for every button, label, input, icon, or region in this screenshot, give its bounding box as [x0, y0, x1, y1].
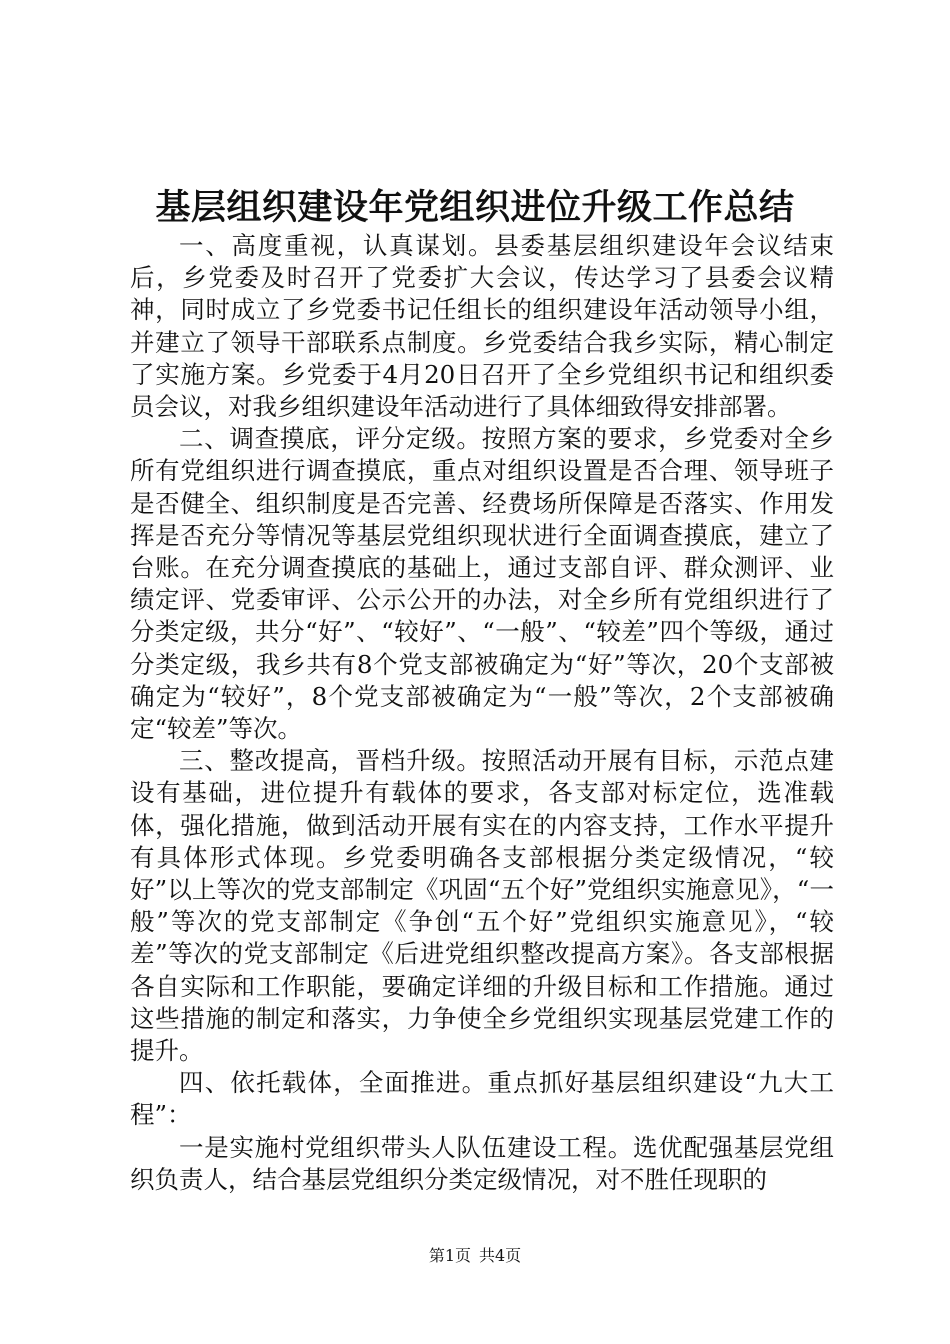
document-title: 基层组织建设年党组织进位升级工作总结 — [155, 187, 795, 228]
document-body — [130, 230, 834, 1196]
page-total: 共4页 — [479, 1246, 522, 1265]
paragraph-3: 三、整改提高，晋档升级。按照活动开展有目标，示范点建设有基础，进位提升有载体的要求，各支部对标定位，选准载体，强化措施，做到活动开展有实在的内容支持，工作水平提升有具体形式体现。乡党委明确各支部根据分类定级情况，“较好”以上等次的党支部制定《巩固“五个好”党组织实施意见》，“一般”等次的党支部制定《争创“五个好”党组织实施意见》，“较差”等次的党支部制定《后进党组织整改提高方案》。各支部根据各自实际和工作职能，要确定详细的升级目标和工作措施。通过这些措施的制定和落实，力争使全乡党组织实现基层党建工作的提升。 — [130, 746, 834, 1066]
paragraph-5: 一是实施村党组织带头人队伍建设工程。选优配强基层党组织负责人，结合基层党组织分类定级情况，对不胜任现职的 — [130, 1132, 834, 1194]
paragraph-2: 二、调查摸底，评分定级。按照方案的要求，乡党委对全乡所有党组织进行调查摸底，重点对组织设置是否合理、领导班子是否健全、组织制度是否完善、经费场所保障是否落实、作用发挥是否充分等情况等基层党组织现状进行全面调查摸底，建立了台账。在充分调查摸底的基础上，通过支部自评、群众测评、业绩定评、党委审评、公示公开的办法，对全乡所有党组织进行了分类定级，共分“好”、“较好”、“一般”、“较差”四个等级，通过分类定级，我乡共有8个党支部被确定为“好”等次，20个支部被确定为“较好”，8个党支部被确定为“一般”等次，2个支部被确定“较差”等次。 — [130, 424, 834, 744]
page-footer — [0, 1244, 950, 1268]
paragraph-4: 四、依托载体，全面推进。重点抓好基层组织建设“九大工程”： — [130, 1068, 834, 1130]
page-number: 第1页 — [428, 1246, 471, 1265]
paragraph-1: 一、高度重视，认真谋划。县委基层组织建设年会议结束后，乡党委及时召开了党委扩大会议，传达学习了县委会议精神，同时成立了乡党委书记任组长的组织建设年活动领导小组，并建立了领导干部联系点制度。乡党委结合我乡实际，精心制定了实施方案。乡党委于4月20日召开了全乡党组织书记和组织委员会议，对我乡组织建设年活动进行了具体细致得安排部署。 — [130, 231, 834, 422]
